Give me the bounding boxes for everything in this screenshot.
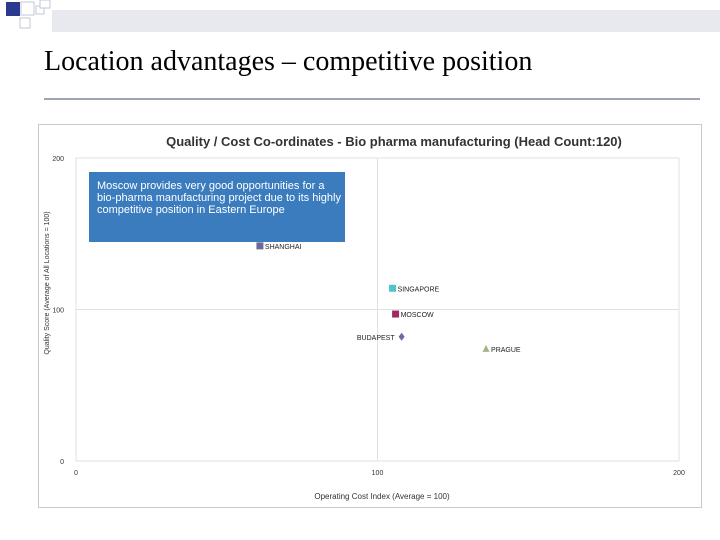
chart-title: Quality / Cost Co-ordinates - Bio pharma manufacturing (Head Count:120) bbox=[166, 134, 622, 149]
point-marker bbox=[256, 242, 263, 249]
point-label: SINGAPORE bbox=[397, 286, 440, 294]
x-tick-label: 200 bbox=[673, 470, 685, 477]
deco-square-light bbox=[21, 2, 34, 15]
x-axis-label: Operating Cost Index (Average = 100) bbox=[314, 492, 450, 501]
y-tick-label: 100 bbox=[52, 307, 64, 315]
x-tick-label: 100 bbox=[371, 470, 384, 477]
point-label: MOSCOW bbox=[400, 312, 434, 320]
y-tick-label: 0 bbox=[60, 459, 64, 466]
y-axis-label: Quality Score (Average of All Locations = 100) bbox=[44, 211, 51, 355]
callout-box: Moscow provides very good opportunities for a bio-pharma manufacturing project due to its highly competitive position in Eastern Europe bbox=[89, 172, 345, 242]
point-prague bbox=[483, 345, 521, 354]
data-points bbox=[256, 242, 521, 354]
y-tick-label: 200 bbox=[52, 156, 64, 163]
point-marker bbox=[483, 345, 490, 352]
deco-square-main bbox=[6, 2, 20, 16]
point-label: SHANGHAI bbox=[264, 243, 302, 251]
slide-decoration bbox=[0, 0, 720, 40]
point-marker bbox=[389, 285, 396, 292]
deco-bar bbox=[52, 10, 720, 32]
point-singapore bbox=[389, 285, 439, 294]
point-moscow bbox=[392, 311, 434, 320]
point-budapest bbox=[357, 333, 405, 342]
chart-frame bbox=[38, 124, 702, 508]
x-tick-label: 0 bbox=[74, 470, 78, 477]
point-marker bbox=[399, 333, 405, 341]
title-rule bbox=[44, 98, 700, 100]
deco-square-top bbox=[40, 0, 50, 8]
slide-title: Location advantages – competitive position bbox=[44, 46, 533, 77]
point-label: BUDAPEST bbox=[356, 334, 395, 342]
point-marker bbox=[392, 311, 399, 318]
point-label: PRAGUE bbox=[491, 346, 521, 354]
point-shanghai bbox=[256, 242, 301, 251]
deco-square-small bbox=[20, 18, 30, 28]
